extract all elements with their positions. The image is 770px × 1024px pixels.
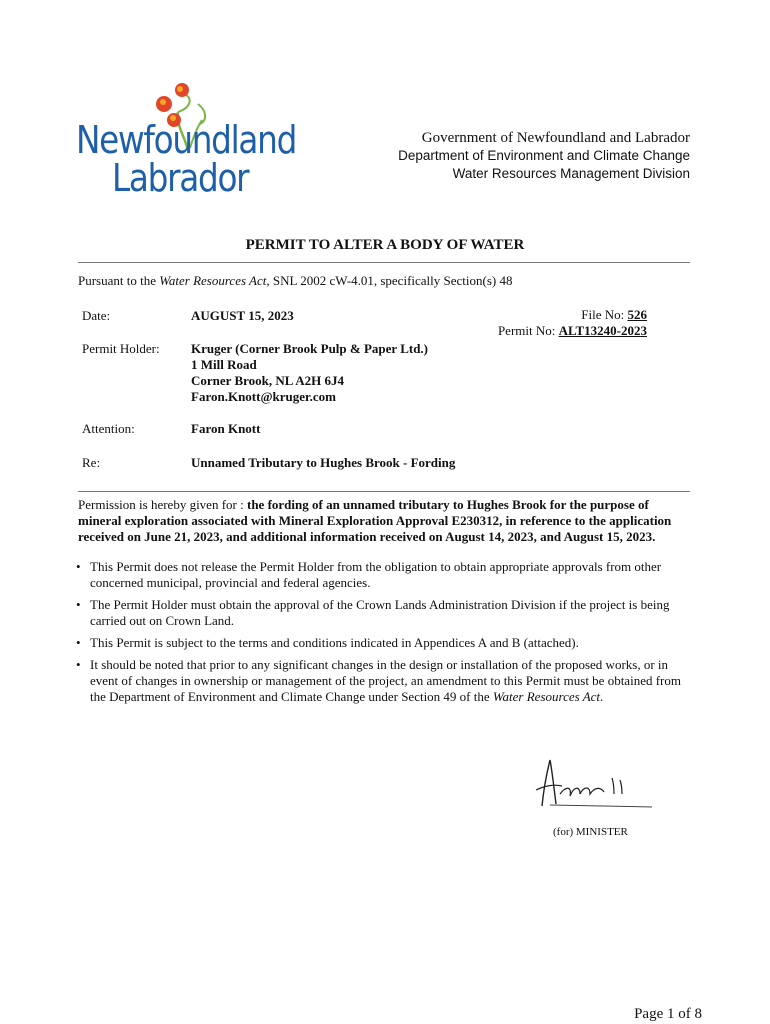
- page-number: Page 1 of 8: [634, 1006, 702, 1022]
- permission-prefix: Permission is hereby given for :: [78, 497, 247, 512]
- logo-text-labrador: Labrador: [112, 156, 249, 200]
- attention-value: Faron Knott: [191, 421, 261, 436]
- signature-icon: [530, 756, 655, 812]
- re-value: Unnamed Tributary to Hughes Brook - Fording: [191, 455, 456, 470]
- government-name: Government of Newfoundland and Labrador: [421, 130, 690, 146]
- pursuant-suffix: , SNL 2002 cW-4.01, specifically Section(s) 48: [266, 273, 513, 288]
- pursuant-prefix: Pursuant to the: [78, 273, 160, 288]
- division-name: Water Resources Management Division: [452, 166, 690, 181]
- permit-no-label: Permit No:: [497, 323, 556, 338]
- holder-email: Faron.Knott@kruger.com: [191, 389, 336, 404]
- condition-4-act: Water Resources Act: [492, 689, 601, 704]
- section-divider: [78, 491, 690, 492]
- permit-no-value: ALT13240-2023: [558, 323, 647, 338]
- permission-body: the fording of an unnamed tributary to Hughes Brook for the purpose of mineral exploration associated with Mineral Exploration Approval E230312, in reference to the application received on June 21, 2023, and additional information received on August 14, 2023, and August 15, 2023.: [78, 497, 672, 544]
- government-logo: [76, 80, 297, 200]
- attention-label: Attention:: [82, 421, 135, 436]
- permit-holder-block: [191, 341, 428, 405]
- title-divider: [78, 262, 690, 263]
- pursuant-act: Water Resources Act: [159, 273, 267, 288]
- file-permit-numbers: [498, 307, 647, 339]
- logo-text-newfoundland: Newfoundland: [76, 118, 297, 162]
- condition-4-text: It should be noted that prior to any significant changes in the design or installation of the proposed works, or in event of changes in ownership or management of the project, an amendment to this Permit must be obtained from the Department of Environment and Climate Change under Section 49 of the: [90, 657, 681, 704]
- pursuant-statement: [78, 273, 512, 289]
- holder-street: 1 Mill Road: [191, 357, 257, 372]
- condition-item: • The Permit Holder must obtain the approval of the Crown Lands Administration Division if the project is being carried out on Crown Land.: [76, 597, 692, 629]
- date-value: AUGUST 15, 2023: [191, 308, 294, 323]
- file-no-value: 526: [627, 307, 647, 322]
- department-header: [398, 129, 690, 183]
- condition-item: [76, 657, 692, 705]
- holder-city: Corner Brook, NL A2H 6J4: [191, 373, 345, 388]
- holder-name: Kruger (Corner Brook Pulp & Paper Ltd.): [191, 341, 429, 356]
- department-name: Department of Environment and Climate Change: [398, 148, 690, 163]
- document-title: PERMIT TO ALTER A BODY OF WATER: [245, 237, 525, 253]
- permit-holder-label: Permit Holder:: [82, 341, 160, 356]
- signature-caption: (for) MINISTER: [553, 826, 628, 838]
- condition-item: • This Permit does not release the Permit Holder from the obligation to obtain appropriate approvals from other concerned municipal, provincial and federal agencies.: [76, 559, 692, 591]
- date-label: Date:: [82, 308, 111, 323]
- condition-item: • This Permit is subject to the terms and conditions indicated in Appendices A and B (attached).: [76, 635, 692, 651]
- file-no-label: File No:: [581, 307, 625, 322]
- conditions-list: [76, 559, 692, 711]
- re-label: Re:: [82, 455, 101, 470]
- condition-4-suffix: .: [600, 689, 604, 704]
- permission-statement: [78, 497, 692, 545]
